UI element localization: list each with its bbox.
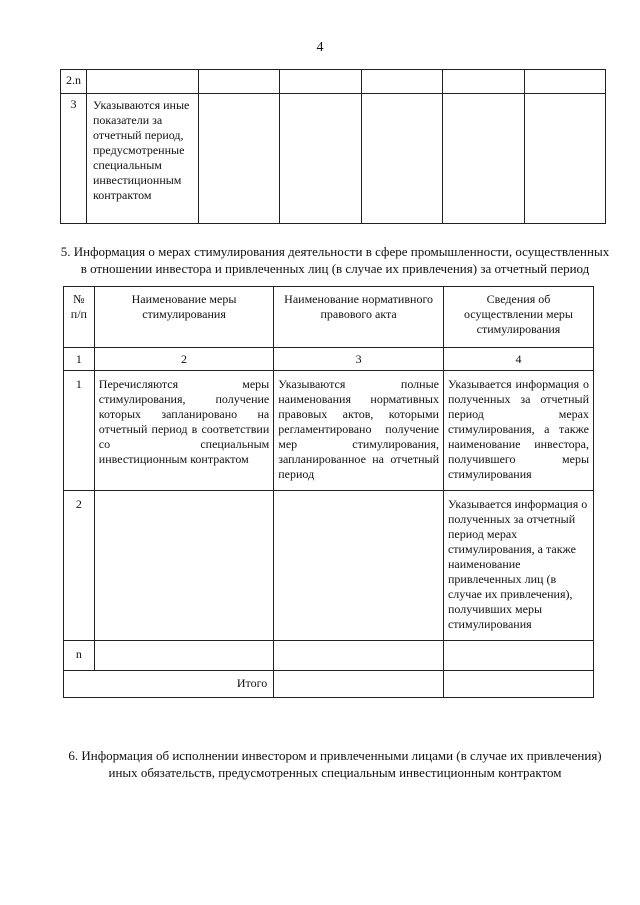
- column-number-cell: 3: [274, 348, 444, 371]
- column-number-row: [64, 348, 594, 371]
- column-number-cell: 1: [64, 348, 95, 371]
- value-cell: [361, 70, 442, 94]
- measure-cell: Перечисляются меры стимулирования, получение которых запланировано на отчетный период в соответствии со специальным инвестиционным контрактом: [94, 371, 273, 491]
- total-info-cell: [443, 671, 593, 698]
- info-cell: Указывается информация о полученных за отчетный период мерах стимулирования, а также наименование привлеченных лиц (в случае их привлечения), получивших меры стимулирования: [443, 491, 593, 641]
- row-number-cell: 3: [61, 94, 87, 224]
- act-cell: Указываются полные наименования нормативных правовых актов, которыми регламентировано получение мер стимулирования, запланированное на отчетный период: [274, 371, 444, 491]
- row-number-cell: 2: [64, 491, 95, 641]
- column-number-cell: 4: [443, 348, 593, 371]
- act-cell: [274, 641, 444, 671]
- table-row: [64, 371, 594, 491]
- header-cell-number: № п/п: [64, 287, 95, 348]
- column-number-cell: 2: [94, 348, 273, 371]
- section-5-title-line-1: 5. Информация о мерах стимулирования деятельности в сфере промышленности, осуществленных: [60, 244, 610, 259]
- value-cell: [443, 94, 524, 224]
- section-6-title-line-1: 6. Информация об исполнении инвестором и привлеченными лицами (в случае их привлечения): [68, 748, 602, 763]
- table-row: [64, 641, 594, 671]
- value-cell: [524, 94, 605, 224]
- header-cell-info: Сведения об осуществлении меры стимулирования: [443, 287, 593, 348]
- page-number: 4: [316, 40, 324, 55]
- measure-cell: [94, 491, 273, 641]
- value-cell: [361, 94, 442, 224]
- value-cell: [199, 94, 280, 224]
- indicator-description-cell: Указываются иные показатели за отчетный период, предусмотренные специальным инвестиционным контрактом: [87, 94, 199, 224]
- value-cell: [199, 70, 280, 94]
- section-6-title-line-2: иных обязательств, предусмотренных специальным инвестиционным контрактом: [108, 765, 562, 780]
- total-row: [64, 671, 594, 698]
- row-number-cell: 2.n: [61, 70, 87, 94]
- incentive-measures-table: [63, 286, 594, 698]
- value-cell: [443, 70, 524, 94]
- section-5-title: [55, 243, 615, 277]
- value-cell: [280, 70, 361, 94]
- info-cell: [443, 641, 593, 671]
- header-cell-measure: Наименование меры стимулирования: [94, 287, 273, 348]
- table-row: [61, 94, 606, 224]
- indicator-description-cell: [87, 70, 199, 94]
- total-label: Итого: [64, 671, 274, 698]
- row-number-cell: n: [64, 641, 95, 671]
- info-cell: Указывается информация о полученных за отчетный период мерах стимулирования, а также наименование инвестора, получившего меры стимулирования: [443, 371, 593, 491]
- table-header-row: [64, 287, 594, 348]
- indicators-table-continuation: [60, 69, 606, 224]
- header-cell-act: Наименование нормативного правового акта: [274, 287, 444, 348]
- value-cell: [280, 94, 361, 224]
- section-5-title-line-2: в отношении инвестора и привлеченных лиц (в случае их привлечения) за отчетный период: [80, 261, 590, 276]
- section-6-title: [55, 747, 615, 781]
- row-number-cell: 1: [64, 371, 95, 491]
- table-row: [61, 70, 606, 94]
- total-act-cell: [274, 671, 444, 698]
- act-cell: [274, 491, 444, 641]
- table-row: [64, 491, 594, 641]
- measure-cell: [94, 641, 273, 671]
- value-cell: [524, 70, 605, 94]
